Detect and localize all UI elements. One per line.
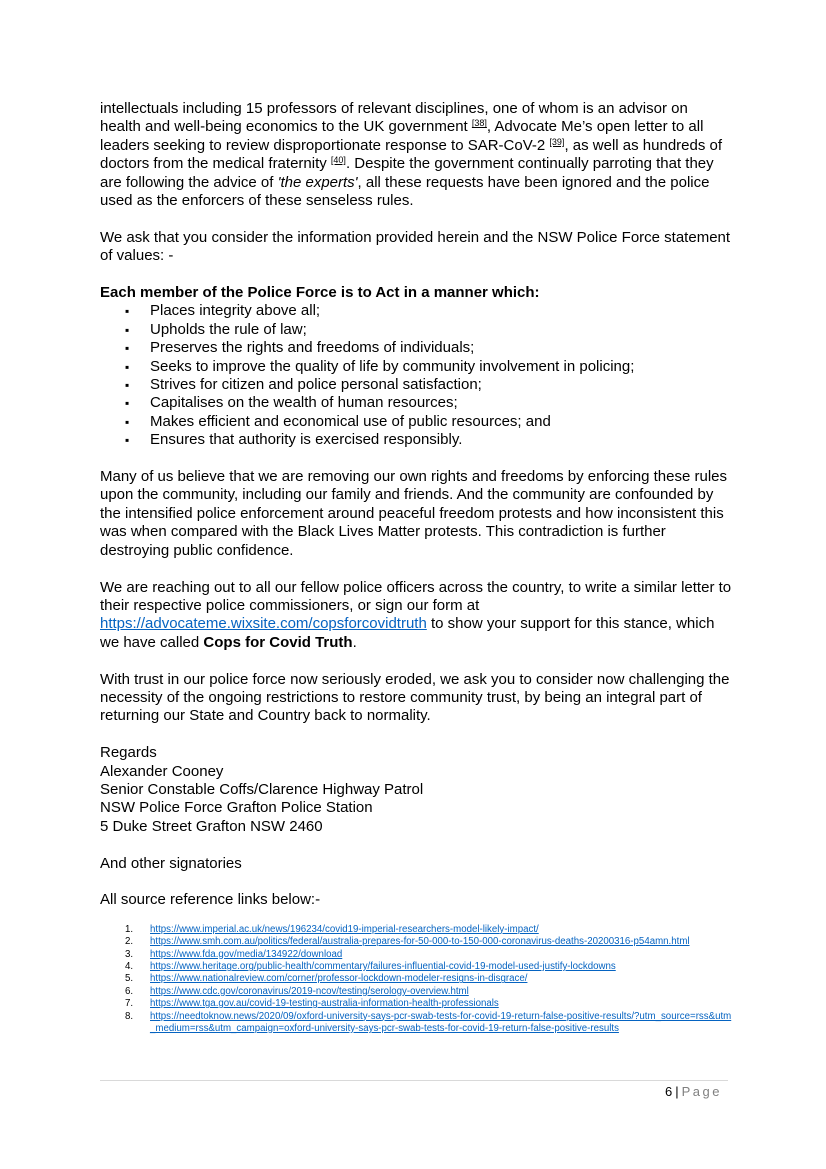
footer-divider (100, 1080, 728, 1081)
reference-number: 7. (125, 998, 134, 1010)
reaching-text: . (352, 633, 357, 651)
value-list-item-text: Makes efficient and economical use of public resources; and (150, 412, 551, 430)
reference-number: 8. (125, 1010, 134, 1022)
ask-paragraph: We ask that you consider the information provided herein and the NSW Police Force statement of values: - (100, 228, 731, 265)
reference-link[interactable]: https://www.tga.gov.au/covid-19-testing-australia-information-health-professionals (150, 998, 499, 1010)
the-experts-quote: 'the experts' (277, 173, 358, 191)
reference-number: 1. (125, 923, 134, 935)
reference-item (100, 986, 732, 998)
signatory-address: 5 Duke Street Grafton NSW 2460 (100, 817, 323, 835)
reference-39[interactable] (549, 137, 564, 147)
bullet-icon: ▪ (125, 378, 130, 393)
bullet-icon: ▪ (125, 341, 130, 356)
reference-item (100, 961, 732, 973)
reference-item (100, 936, 732, 948)
intro-paragraph (100, 100, 732, 210)
sources-heading: All source reference links below:- (100, 891, 321, 909)
intro-text: , all these requests have been ignored and the police used as the enforcers of these senseless rules. (100, 173, 710, 210)
reference-item (100, 949, 732, 961)
signature-block (100, 744, 732, 836)
value-list-item (100, 394, 732, 412)
copsforcovidtruth-link[interactable]: https://advocateme.wixsite.com/copsforcovidtruth (100, 615, 427, 633)
value-list-item-text: Seeks to improve the quality of life by community involvement in policing; (150, 357, 635, 375)
reference-39-label[interactable]: [39] (549, 136, 565, 147)
reference-item (100, 1011, 732, 1036)
page-label: Page (681, 1084, 722, 1099)
cops-for-covid-truth-name: Cops for Covid Truth (203, 633, 353, 651)
signatory-station: NSW Police Force Grafton Police Station (100, 799, 373, 817)
reference-number: 2. (125, 936, 134, 948)
reference-item (100, 973, 732, 985)
reference-link[interactable]: https://www.nationalreview.com/corner/professor-lockdown-modeler-resigns-in-disgrace/ (150, 973, 528, 985)
value-list-item-text: Ensures that authority is exercised responsibly. (150, 431, 463, 449)
belief-paragraph: Many of us believe that we are removing our own rights and freedoms by enforcing these rules upon the community, including our family and friends. And the community are confounded by the intensified police enforcement around peaceful freedom protests and how inconsistent this was when compared with the Black Lives Matter protests. This contradiction is further destroying public confidence. (100, 468, 727, 559)
bullet-icon: ▪ (125, 322, 130, 337)
references-list (100, 924, 732, 1036)
bullet-icon: ▪ (125, 414, 130, 429)
signatory-title: Senior Constable Coffs/Clarence Highway Patrol (100, 780, 424, 798)
reference-item (100, 924, 732, 936)
bullet-icon: ▪ (125, 433, 130, 448)
values-list (100, 302, 732, 449)
page-number: 6 (665, 1084, 673, 1099)
value-list-item (100, 358, 732, 376)
reference-number: 4. (125, 960, 134, 972)
reference-link[interactable]: https://needtoknow.news/2020/09/oxford-university-says-pcr-swab-tests-for-covid-19-return-false-positive-results/?utm_source=rss&utm_medium=rss&utm_campaign=oxford-university-says-pcr-swab-tests-for-covid-19-return-false-positive-results (150, 1010, 732, 1034)
reference-38[interactable] (472, 118, 487, 128)
bullet-icon: ▪ (125, 396, 130, 411)
signatory-name: Alexander Cooney (100, 762, 224, 780)
bullet-icon: ▪ (125, 304, 130, 319)
value-list-item (100, 302, 732, 320)
reference-40-label[interactable]: [40] (330, 155, 346, 166)
intro-text: , as well as hundreds of doctors from the medical fraternity (100, 136, 723, 173)
value-list-item-text: Capitalises on the wealth of human resources; (150, 394, 458, 412)
footer-separator: | (675, 1084, 679, 1099)
reaching-text: We are reaching out to all our fellow police officers across the country, to write a similar letter to their respective police commissioners, or sign our form at (100, 578, 732, 614)
intro-text: . Despite the government continually parroting that they are following the advice of (100, 155, 714, 191)
trust-paragraph: With trust in our police force now seriously eroded, we ask you to consider now challenging the necessity of the ongoing restrictions to restore community trust, by being an integral part of returning our State and Country back to normality. (100, 670, 730, 725)
reference-link[interactable]: https://www.smh.com.au/politics/federal/australia-prepares-for-50-000-to-150-000-coronavirus-deaths-20200316-p54amn.html (150, 936, 690, 948)
other-signatories: And other signatories (100, 854, 242, 872)
values-heading: Each member of the Police Force is to Act in a manner which: (100, 284, 540, 302)
value-list-item-text: Preserves the rights and freedoms of individuals; (150, 339, 475, 357)
reference-link[interactable]: https://www.fda.gov/media/134922/download (150, 948, 343, 960)
reference-link[interactable]: https://www.heritage.org/public-health/commentary/failures-influential-covid-19-model-used-justify-lockdowns (150, 960, 616, 972)
document-body (100, 100, 732, 1035)
reference-item (100, 998, 732, 1010)
value-list-item-text: Places integrity above all; (150, 302, 321, 320)
value-list-item-text: Upholds the rule of law; (150, 320, 307, 338)
value-list-item (100, 431, 732, 449)
reaching-text: to show your support for this stance, which we have called (100, 615, 715, 651)
regards-line: Regards (100, 744, 157, 762)
reference-link[interactable]: https://www.imperial.ac.uk/news/196234/covid19-imperial-researchers-model-likely-impact/ (150, 923, 539, 935)
value-list-item-text: Strives for citizen and police personal satisfaction; (150, 376, 482, 394)
reference-38-label[interactable]: [38] (471, 118, 487, 129)
reference-number: 6. (125, 985, 134, 997)
value-list-item (100, 413, 732, 431)
reference-number: 5. (125, 973, 134, 985)
page-footer (665, 1084, 722, 1099)
reference-40[interactable] (331, 155, 346, 165)
bullet-icon: ▪ (125, 359, 130, 374)
value-list-item (100, 339, 732, 357)
value-list-item (100, 321, 732, 339)
intro-text: intellectuals including 15 professors of relevant disciplines, one of whom is an advisor on health and well-being economics to the UK government (100, 100, 688, 136)
value-list-item (100, 376, 732, 394)
intro-text: , Advocate Me’s open letter to all leaders seeking to review disproportionate response to SAR-CoV-2 (100, 118, 704, 154)
reaching-paragraph (100, 579, 732, 653)
reference-number: 3. (125, 948, 134, 960)
reference-link[interactable]: https://www.cdc.gov/coronavirus/2019-ncov/testing/serology-overview.html (150, 985, 469, 997)
